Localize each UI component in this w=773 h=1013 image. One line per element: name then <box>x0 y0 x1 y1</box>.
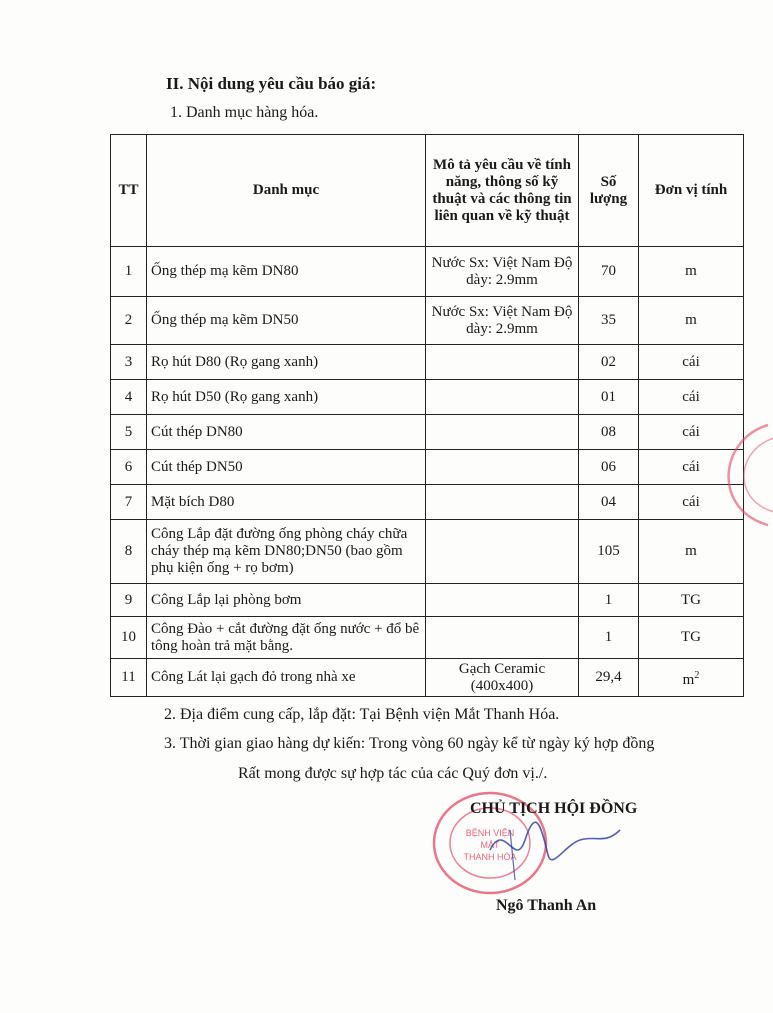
table-row <box>111 617 744 659</box>
cell-name: Rọ hút D50 (Rọ gang xanh) <box>147 380 426 415</box>
table-row <box>111 415 744 450</box>
header-name: Danh mục <box>147 135 426 247</box>
table-row <box>111 659 744 697</box>
table-row <box>111 520 744 584</box>
cell-tt: 1 <box>111 247 147 297</box>
goods-table <box>110 134 744 697</box>
cell-tt: 3 <box>111 345 147 380</box>
cell-tt: 5 <box>111 415 147 450</box>
cell-tt: 4 <box>111 380 147 415</box>
cell-desc: Nước Sx: Việt Nam Độ dày: 2.9mm <box>426 247 579 297</box>
cell-name: Mặt bích D80 <box>147 485 426 520</box>
cell-name: Cút thép DN50 <box>147 450 426 485</box>
cell-unit: cái <box>639 380 744 415</box>
cell-tt: 11 <box>111 659 147 697</box>
section-title: II. Nội dung yêu cầu báo giá: <box>166 74 377 93</box>
unit-base: m <box>682 671 695 688</box>
delivery-location-note: 2. Địa điểm cung cấp, lắp đặt: Tại Bệnh viện Mắt Thanh Hóa. <box>164 706 560 723</box>
cell-unit: cái <box>639 345 744 380</box>
cell-desc: Gạch Ceramic (400x400) <box>426 659 579 697</box>
cell-name: Cút thép DN80 <box>147 415 426 450</box>
cell-qty: 1 <box>579 584 639 617</box>
cell-tt: 7 <box>111 485 147 520</box>
cell-desc <box>426 584 579 617</box>
signer-name: Ngô Thanh An <box>496 897 597 914</box>
table-row <box>111 380 744 415</box>
table-row <box>111 247 744 297</box>
table-row <box>111 584 744 617</box>
cell-desc <box>426 415 579 450</box>
delivery-time-note: 3. Thời gian giao hàng dự kiến: Trong vòng 60 ngày kể từ ngày ký hợp đồng <box>164 735 655 752</box>
svg-text:THANH HÓA: THANH HÓA <box>463 852 517 862</box>
cell-qty: 35 <box>579 297 639 345</box>
cell-desc <box>426 345 579 380</box>
cell-qty: 06 <box>579 450 639 485</box>
page-seal-edge-icon <box>708 420 773 530</box>
cell-unit: cái <box>639 485 744 520</box>
cell-desc: Nước Sx: Việt Nam Độ dày: 2.9mm <box>426 297 579 345</box>
cell-unit <box>639 659 744 697</box>
signature-title: CHỦ TỊCH HỘI ĐỒNG <box>470 800 638 817</box>
cell-unit: cái <box>639 450 744 485</box>
cell-name: Ống thép mạ kẽm DN50 <box>147 297 426 345</box>
cell-name: Công Đào + cắt đường đặt ống nước + đổ bê tông hoàn trả mặt bằng. <box>147 617 426 659</box>
cell-qty: 02 <box>579 345 639 380</box>
cell-name: Công Lắp lại phòng bơm <box>147 584 426 617</box>
cell-unit: TG <box>639 617 744 659</box>
closing-remark: Rất mong được sự hợp tác của các Quý đơn vị./. <box>238 765 548 782</box>
cell-name: Ống thép mạ kẽm DN80 <box>147 247 426 297</box>
cell-unit: m <box>639 247 744 297</box>
cell-qty: 04 <box>579 485 639 520</box>
cell-tt: 2 <box>111 297 147 345</box>
cell-qty: 105 <box>579 520 639 584</box>
cell-desc <box>426 520 579 584</box>
header-tt: TT <box>111 135 147 247</box>
svg-text:BỆNH VIỆN: BỆNH VIỆN <box>465 828 515 838</box>
cell-qty: 08 <box>579 415 639 450</box>
cell-tt: 10 <box>111 617 147 659</box>
cell-unit: m <box>639 297 744 345</box>
cell-desc <box>426 485 579 520</box>
header-unit: Đơn vị tính <box>639 135 744 247</box>
subsection-title: 1. Danh mục hàng hóa. <box>170 104 319 121</box>
cell-qty: 70 <box>579 247 639 297</box>
cell-desc <box>426 617 579 659</box>
cell-tt: 8 <box>111 520 147 584</box>
cell-tt: 6 <box>111 450 147 485</box>
cell-name: Rọ hút D80 (Rọ gang xanh) <box>147 345 426 380</box>
cell-unit: cái <box>639 415 744 450</box>
cell-unit: TG <box>639 584 744 617</box>
cell-qty: 29,4 <box>579 659 639 697</box>
cell-tt: 9 <box>111 584 147 617</box>
cell-desc <box>426 450 579 485</box>
table-row <box>111 297 744 345</box>
cell-qty: 01 <box>579 380 639 415</box>
cell-desc <box>426 380 579 415</box>
table-header-row <box>111 135 744 247</box>
cell-name: Công Lắp đặt đường ống phòng cháy chữa cháy thép mạ kẽm DN80;DN50 (bao gồm phụ kiện ống + rọ bơm) <box>147 520 426 584</box>
cell-unit: m <box>639 520 744 584</box>
cell-qty: 1 <box>579 617 639 659</box>
header-desc: Mô tả yêu cầu về tính năng, thông số kỹ thuật và các thông tin liên quan về kỹ thuật <box>426 135 579 247</box>
table-row <box>111 450 744 485</box>
header-qty: Số lượng <box>579 135 639 247</box>
unit-superscript: 2 <box>694 669 700 681</box>
cell-name: Công Lát lại gạch đỏ trong nhà xe <box>147 659 426 697</box>
table-row <box>111 345 744 380</box>
table-row <box>111 485 744 520</box>
svg-text:MẮT: MẮT <box>480 840 500 850</box>
